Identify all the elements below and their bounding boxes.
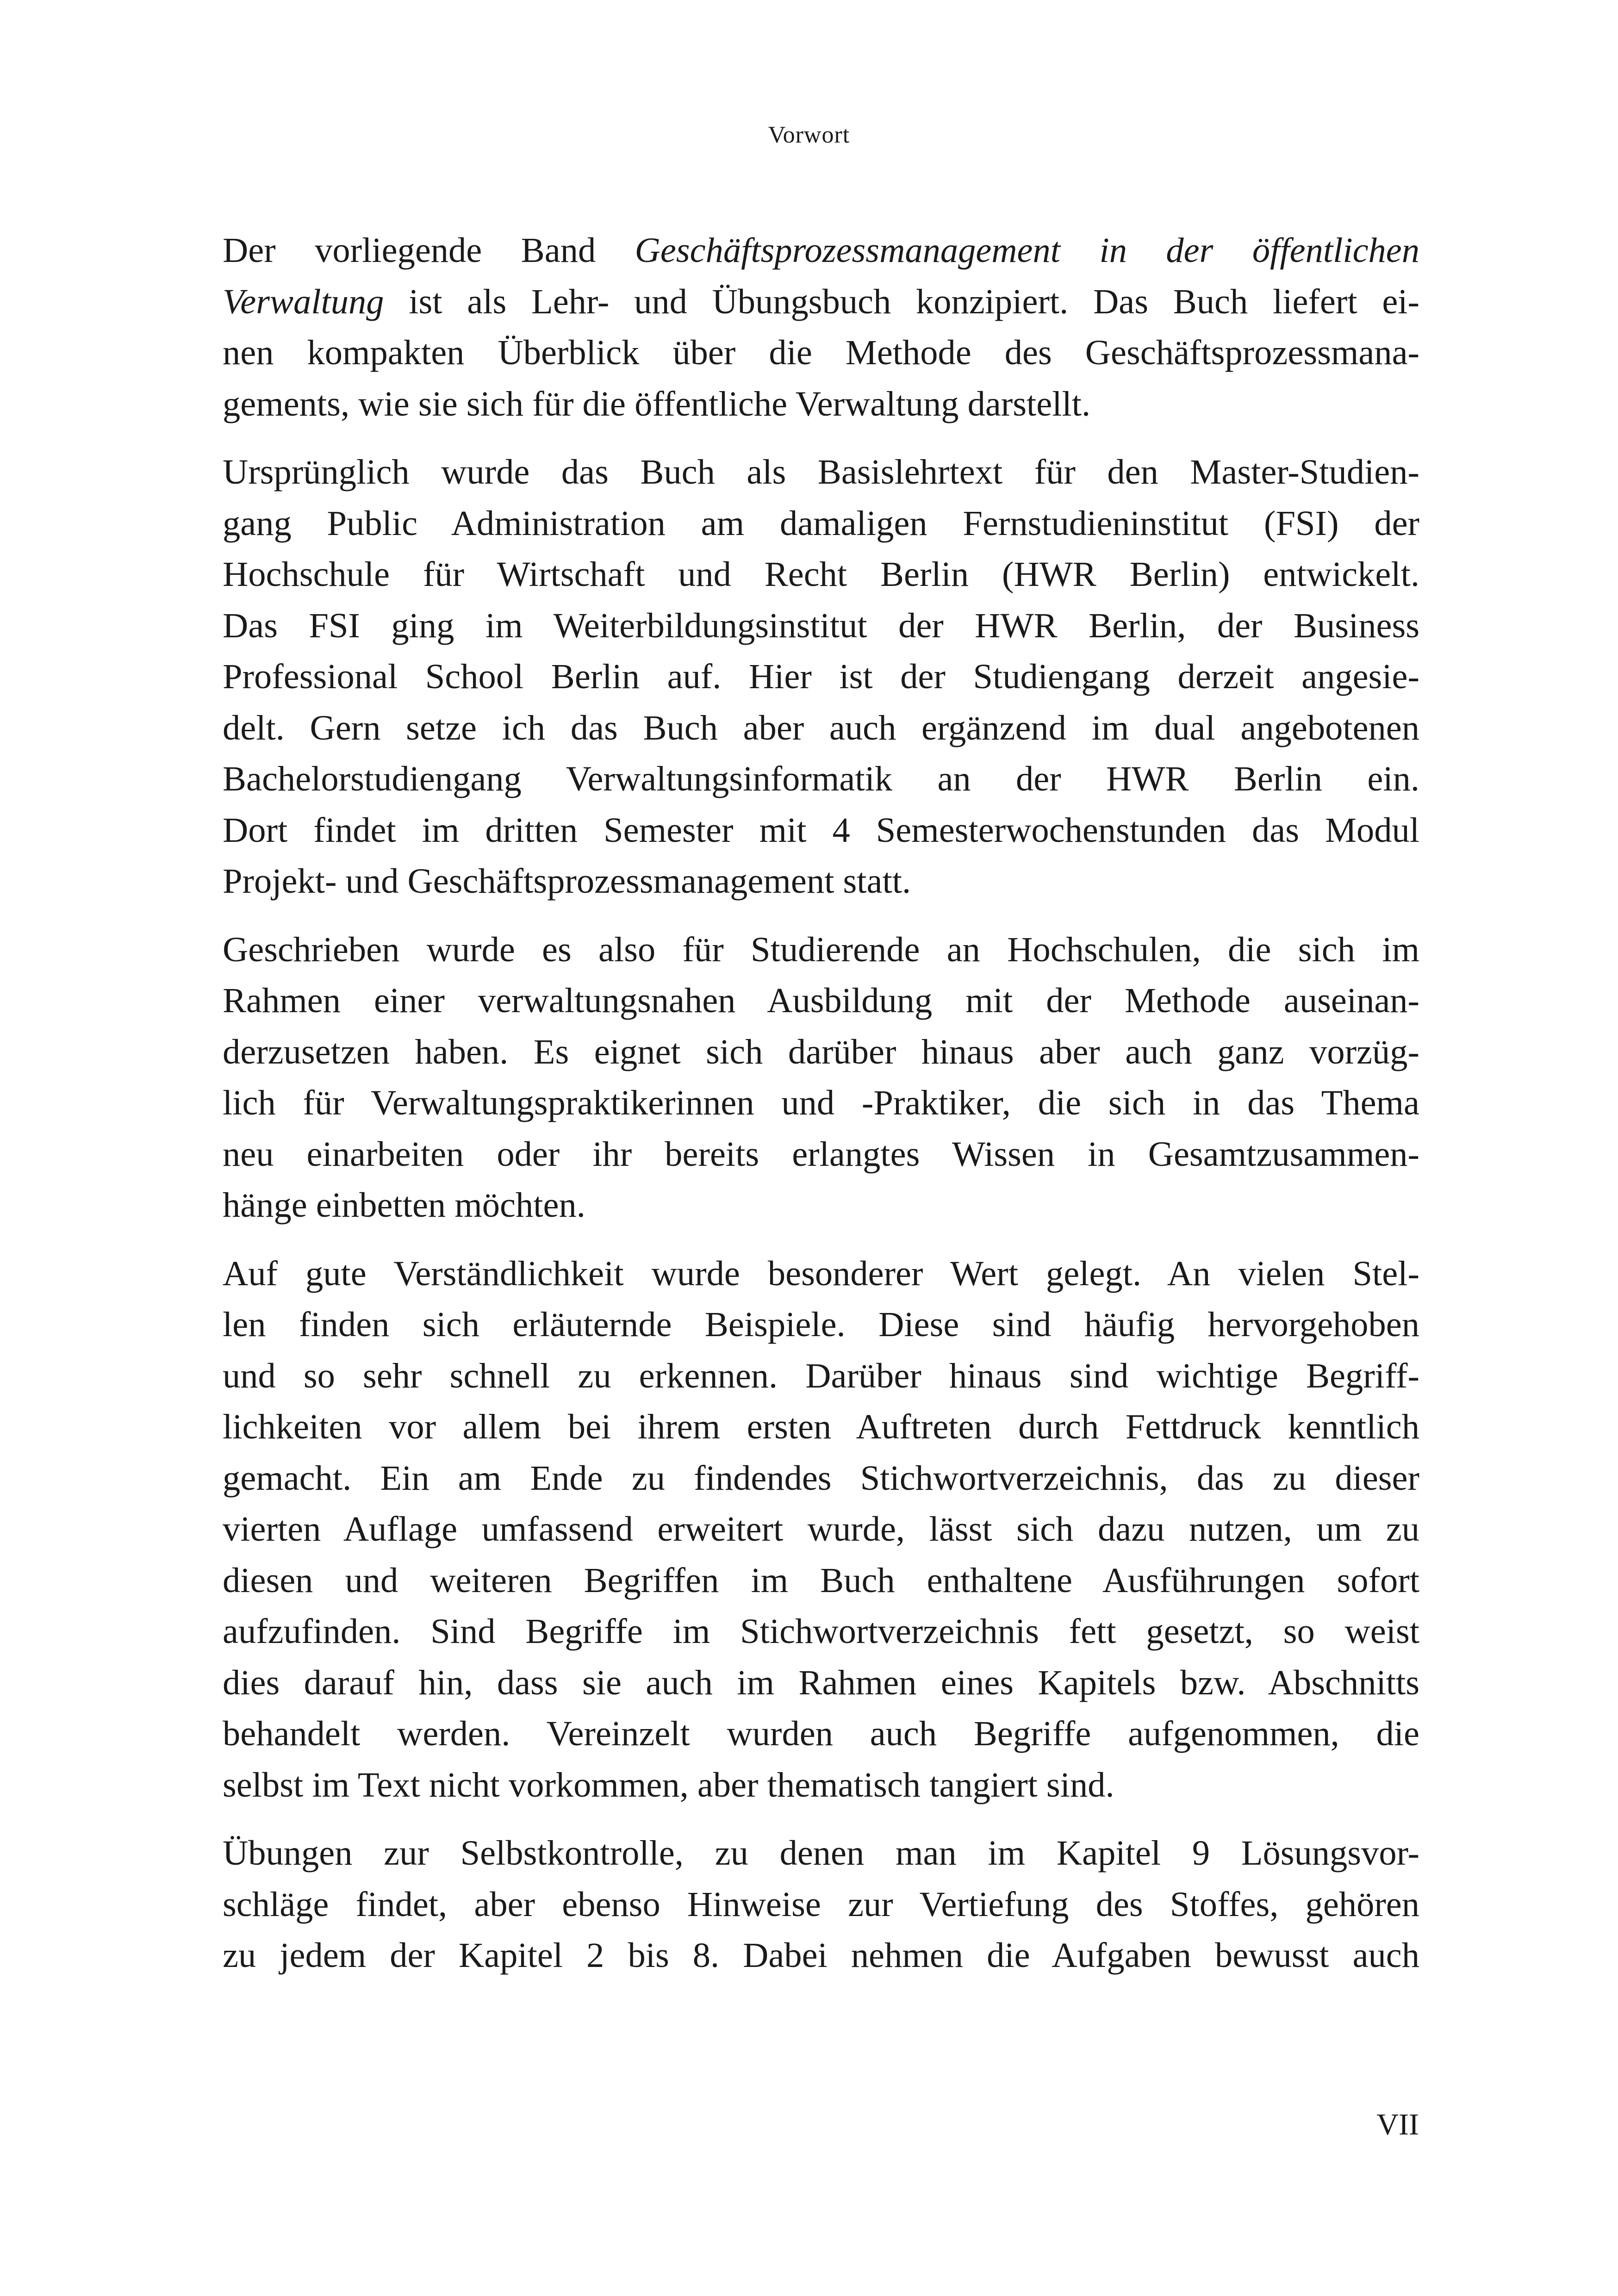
book-title-italic: Verwaltung (223, 281, 384, 321)
text-line: Geschrieben wurde es also für Studierende an Hochschulen, die sich im (223, 929, 1419, 969)
text-line: behandelt werden. Vereinzelt wurden auch Begriffe aufgenommen, die (223, 1714, 1419, 1753)
text-line: Verwaltung ist als Lehr- und Übungsbuch konzipiert. Das Buch liefert ei- (223, 281, 1419, 321)
text-line: Hochschule für Wirtschaft und Recht Berlin (HWR Berlin) entwickelt. (223, 554, 1419, 594)
text-line: nen kompakten Überblick über die Methode des Geschäftsprozessmana- (223, 333, 1419, 372)
text-line: vierten Auflage umfassend erweitert wurde, lässt sich dazu nutzen, um zu (223, 1509, 1419, 1549)
text-line: Übungen zur Selbstkontrolle, zu denen man im Kapitel 9 Lösungsvor- (223, 1833, 1419, 1873)
text-line: gemacht. Ein am Ende zu findendes Stichwortverzeichnis, das zu dieser (223, 1458, 1419, 1498)
text-line: derzusetzen haben. Es eignet sich darüber hinaus aber auch ganz vorzüg- (223, 1032, 1419, 1071)
text-line: und so sehr schnell zu erkennen. Darüber hinaus sind wichtige Begriff- (223, 1356, 1419, 1395)
text-line: Der vorliegende Band Geschäftsprozessmanagement in der öffentlichen (223, 230, 1419, 270)
text-line: Projekt- und Geschäftsprozessmanagement statt. (223, 861, 911, 901)
paragraph-1 (223, 225, 1419, 429)
text-line: Auf gute Verständlichkeit wurde besonderer Wert gelegt. An vielen Stel- (223, 1253, 1419, 1293)
text-line: delt. Gern setze ich das Buch aber auch ergänzend im dual angebotenen (223, 708, 1419, 747)
text-line: Rahmen einer verwaltungsnahen Ausbildung mit der Methode auseinan- (223, 981, 1419, 1020)
text-line: selbst im Text nicht vorkommen, aber thematisch tangiert sind. (223, 1765, 1114, 1804)
text-line: len finden sich erläuternde Beispiele. Diese sind häufig hervorgehoben (223, 1305, 1419, 1344)
text-line: gang Public Administration am damaligen Fernstudieninstitut (FSI) der (223, 503, 1419, 543)
text-line: diesen und weiteren Begriffen im Buch enthaltene Ausführungen sofort (223, 1560, 1419, 1600)
text-line: gements, wie sie sich für die öffentliche Verwaltung darstellt. (223, 384, 1091, 423)
running-header-title: Vorwort (768, 122, 850, 148)
page-number: VII (1376, 2108, 1419, 2141)
text-line: Dort findet im dritten Semester mit 4 Semesterwochenstunden das Modul (223, 810, 1419, 850)
text-line: lichkeiten vor allem bei ihrem ersten Auftreten durch Fettdruck kenntlich (223, 1407, 1419, 1446)
body-text (223, 225, 1419, 1981)
text-line: Ursprünglich wurde das Buch als Basislehrtext für den Master-Studien- (223, 452, 1419, 492)
book-title-italic: Geschäftsprozessmanagement in der öffentlichen (635, 230, 1419, 270)
paragraph-4 (223, 1248, 1419, 1811)
text-line: schläge findet, aber ebenso Hinweise zur Vertiefung des Stoffes, gehören (223, 1884, 1419, 1924)
text-line: hänge einbetten möchten. (223, 1185, 585, 1225)
text-line: Bachelorstudiengang Verwaltungsinformatik an der HWR Berlin ein. (223, 759, 1419, 798)
text-line: Das FSI ging im Weiterbildungsinstitut der HWR Berlin, der Business (223, 605, 1419, 645)
text-line: aufzufinden. Sind Begriffe im Stichwortverzeichnis fett gesetzt, so weist (223, 1612, 1419, 1651)
text-line: dies darauf hin, dass sie auch im Rahmen eines Kapitels bzw. Abschnitts (223, 1662, 1419, 1702)
text-line: Professional School Berlin auf. Hier ist der Studiengang derzeit angesie- (223, 657, 1419, 696)
paragraph-3 (223, 924, 1419, 1231)
paragraph-2 (223, 447, 1419, 907)
text-line: lich für Verwaltungspraktikerinnen und -Praktiker, die sich in das Thema (223, 1083, 1419, 1122)
paragraph-5 (223, 1828, 1419, 1981)
text-line: zu jedem der Kapitel 2 bis 8. Dabei nehmen die Aufgaben bewusst auch (223, 1935, 1419, 1975)
text-line: neu einarbeiten oder ihr bereits erlangtes Wissen in Gesamtzusammen- (223, 1134, 1419, 1174)
